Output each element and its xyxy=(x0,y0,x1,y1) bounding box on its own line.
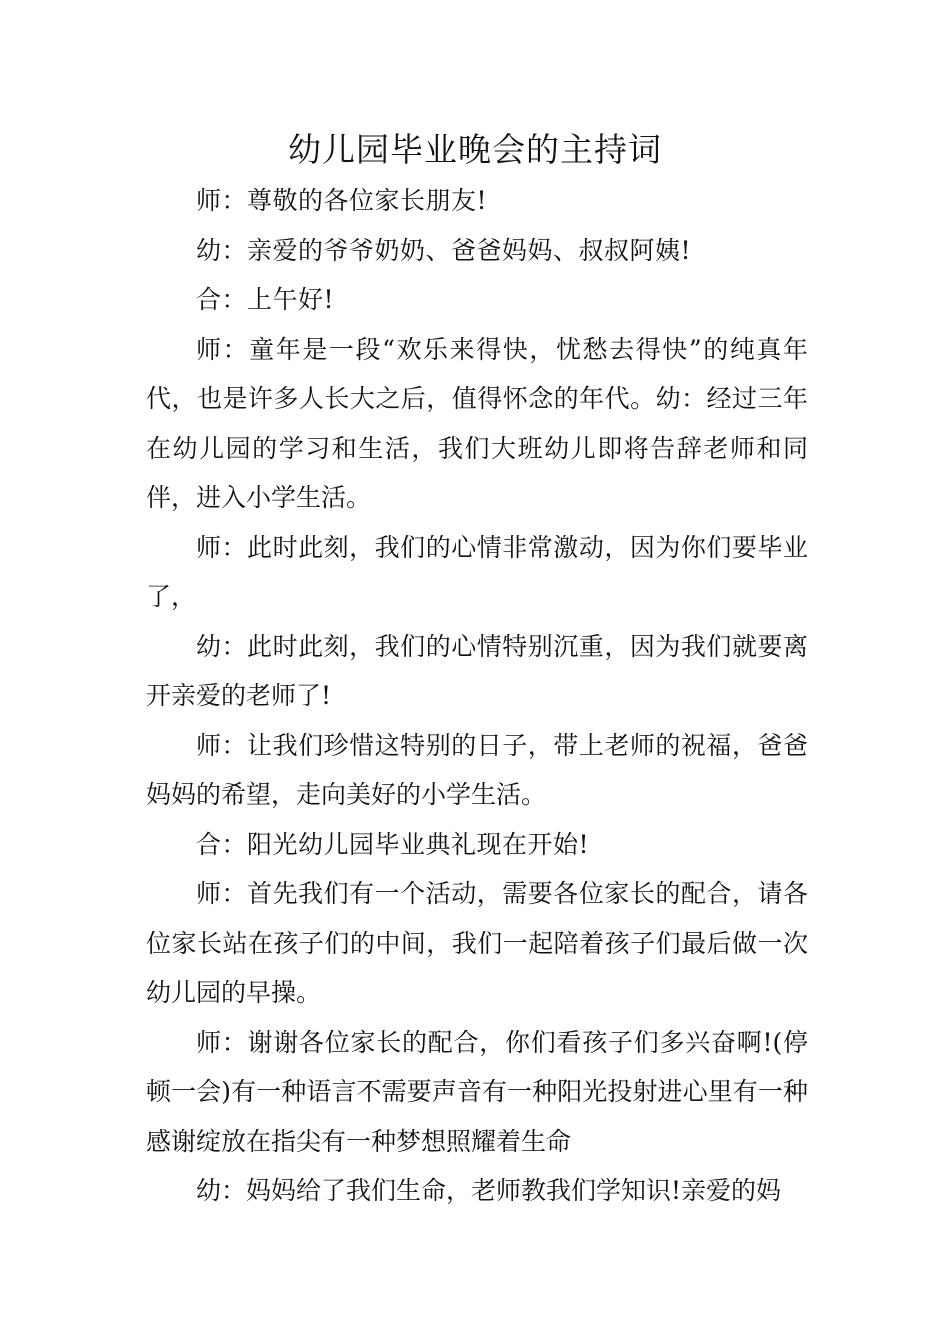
paragraph-10: 师：谢谢各位家长的配合，你们看孩子们多兴奋啊!(停顿一会)有一种语言不需要声音有一种阳光投射进心里有一种感谢绽放在指尖有一种梦想照耀着生命 xyxy=(146,1027,808,1156)
document-body xyxy=(146,176,808,1216)
paragraph-9: 师：首先我们有一个活动，需要各位家长的配合，请各位家长站在孩子们的中间，我们一起陪着孩子们最后做一次幼儿园的早操。 xyxy=(146,879,808,1007)
paragraph-7: 师：让我们珍惜这特别的日子，带上老师的祝福，爸爸妈妈的希望，走向美好的小学生活。 xyxy=(146,730,808,809)
paragraph-2: 幼：亲爱的爷爷奶奶、爸爸妈妈、叔叔阿姨! xyxy=(196,235,692,265)
paragraph-4: 师：童年是一段“欢乐来得快，忧愁去得快”的纯真年代，也是许多人长大之后，值得怀念的年代。幼：经过三年在幼儿园的学习和生活，我们大班幼儿即将告辞老师和同伴，进入小学生活。 xyxy=(146,334,808,512)
paragraph-1: 师：尊敬的各位家长朋友! xyxy=(196,186,488,215)
document-title: 幼儿园毕业晚会的主持词 xyxy=(288,130,662,169)
paragraph-3: 合：上午好! xyxy=(196,285,335,314)
paragraph-11: 幼：妈妈给了我们生命，老师教我们学知识!亲爱的妈 xyxy=(196,1176,782,1205)
paragraph-5: 师：此时此刻，我们的心情非常激动，因为你们要毕业了， xyxy=(146,532,808,611)
paragraph-8: 合：阳光幼儿园毕业典礼现在开始! xyxy=(196,829,590,859)
paragraph-6: 幼：此时此刻，我们的心情特别沉重，因为我们就要离开亲爱的老师了! xyxy=(146,631,808,710)
